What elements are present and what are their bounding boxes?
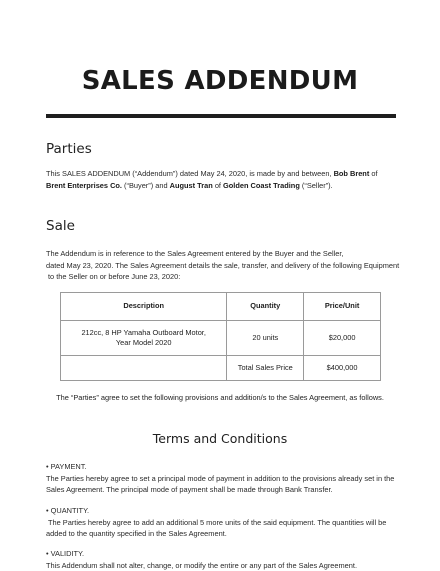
- cell-total-label: Total Sales Price: [227, 356, 304, 381]
- cell-quantity: 20 units: [227, 321, 304, 356]
- header-description: Description: [61, 293, 227, 321]
- parties-text-4: of: [213, 181, 223, 190]
- header-quantity: Quantity: [227, 293, 304, 321]
- quantity-line-2: added to the quantity specified in the Sales Agreement.: [46, 528, 406, 540]
- parties-text-2: of: [369, 169, 377, 178]
- header-price-unit: Price/Unit: [304, 293, 381, 321]
- parties-text-3: (“Buyer”) and: [122, 181, 170, 190]
- description-line-2: Year Model 2020: [65, 338, 222, 349]
- parties-text-1: This SALES ADDENDUM (“Addendum”) dated May 24, 2020, is made by and between,: [46, 169, 334, 178]
- buyer-company: Brent Enterprises Co.: [46, 181, 122, 190]
- seller-company: Golden Coast Trading: [223, 181, 300, 190]
- parties-note: The “Parties” agree to set the following provisions and addition/s to the Sales Agreement, as follows.: [0, 393, 440, 402]
- quantity-title: • QUANTITY.: [46, 505, 406, 517]
- validity-title: • VALIDITY.: [46, 548, 406, 560]
- sale-heading: Sale: [46, 218, 75, 234]
- cell-empty: [61, 356, 227, 381]
- cell-description: [61, 321, 227, 356]
- validity-line-1: This Addendum shall not alter, change, or modify the entire or any part of the Sales Agreement.: [46, 560, 406, 571]
- terms-validity: [46, 548, 406, 571]
- seller-name: August Tran: [170, 181, 213, 190]
- equipment-table: [60, 292, 381, 381]
- terms-payment: [46, 461, 406, 496]
- sale-paragraph: [46, 248, 406, 283]
- parties-heading: Parties: [46, 141, 92, 157]
- sale-line-1: The Addendum is in reference to the Sales Agreement entered by the Buyer and the Seller,: [46, 248, 406, 260]
- payment-title: • PAYMENT.: [46, 461, 406, 473]
- cell-price: $20,000: [304, 321, 381, 356]
- cell-total-price: $400,000: [304, 356, 381, 381]
- terms-heading: Terms and Conditions: [0, 431, 440, 446]
- document-title: SALES ADDENDUM: [0, 66, 440, 96]
- sale-line-2: dated May 23, 2020. The Sales Agreement details the sale, transfer, and delivery of the following Equipment: [46, 260, 406, 272]
- payment-line-2: Sales Agreement. The principal mode of payment shall be made through Bank Transfer.: [46, 484, 406, 496]
- quantity-line-1: The Parties hereby agree to add an additional 5 more units of the said equipment. The quantities will be: [46, 517, 406, 529]
- table-header-row: [61, 293, 381, 321]
- buyer-name: Bob Brent: [334, 169, 370, 178]
- parties-text-5: (“Seller”).: [300, 181, 333, 190]
- title-divider: [46, 114, 396, 118]
- description-line-1: 212cc, 8 HP Yamaha Outboard Motor,: [65, 328, 222, 339]
- sale-line-3: to the Seller on or before June 23, 2020:: [46, 271, 406, 283]
- payment-line-1: The Parties hereby agree to set a principal mode of payment in addition to the provisions already set in the: [46, 473, 406, 485]
- parties-paragraph: [46, 168, 398, 191]
- terms-quantity: [46, 505, 406, 540]
- table-total-row: [61, 356, 381, 381]
- table-row: [61, 321, 381, 356]
